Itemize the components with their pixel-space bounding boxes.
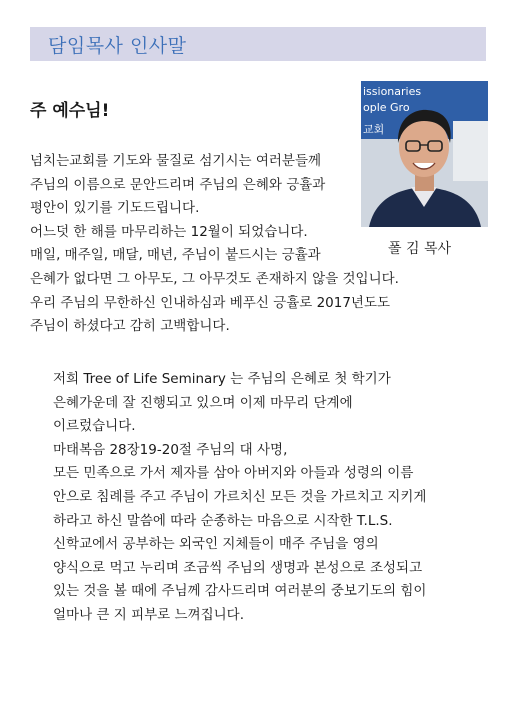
paragraph-line: 마태복음 28장19-20절 주님의 대 사명, [53,441,288,458]
paragraph-line: 있는 것을 볼 때에 주님께 감사드리며 여러분의 중보기도의 힘이 [53,583,427,600]
photo-caption: 폴 김 목사 [388,241,451,257]
banner-text-3: 교회 [363,123,385,136]
paragraph-line: 모든 민족으로 가서 제자를 삼아 아버지와 아들과 성령의 이름 [53,465,414,482]
paragraph-line: 신학교에서 공부하는 외국인 지체들이 매주 주님을 영의 [53,536,379,553]
banner-text-1: issionaries [363,85,422,98]
paragraph-line: 넘치는교회를 기도와 물질로 섬기시는 여러분들께 [30,153,322,169]
paragraph-line: 양식으로 먹고 누리며 조금씩 주님의 생명과 본성으로 조성되고 [53,559,423,576]
paragraph-line: 주님이 하셨다고 감히 고백합니다. [30,318,230,335]
banner-text-2: ople Gro [363,101,410,114]
greeting-paragraph [30,150,399,339]
paragraph-line: 평안이 있기를 기도드립니다. [30,200,200,217]
paragraph-line: 은혜가 없다면 그 아무도, 그 아무것도 존재하지 않을 것입니다. [30,270,399,287]
paragraph-line: 우리 주님의 무한하신 인내하심과 베푸신 긍휼로 2017년도도 [30,294,391,311]
seminary-paragraph [53,368,426,628]
greeting-heading: 주 예수님! [30,101,110,121]
paragraph-line: 주님의 이름으로 문안드리며 주님의 은혜와 긍휼과 [30,176,326,193]
paragraph-line: 저희 Tree of Life Seminary 는 주님의 은혜로 첫 학기가 [53,371,391,387]
paragraph-line: 어느덧 한 해를 마무리하는 12월이 되었습니다. [30,223,308,240]
section-title-bar [30,27,486,61]
page-title: 담임목사 인사말 [48,34,187,57]
paragraph-line: 얼마나 큰 지 피부로 느껴집니다. [53,606,244,623]
paragraph-line: 안으로 침례를 주고 주님이 가르치신 모든 것을 가르치고 지키게 [53,488,427,505]
paragraph-line: 매일, 매주일, 매달, 매년, 주님이 붙드시는 긍휼과 [30,247,321,264]
paragraph-line: 은혜가운데 잘 진행되고 있으며 이제 마무리 단계에 [53,394,353,411]
paragraph-line: 하라고 하신 말씀에 따라 순종하는 마음으로 시작한 T.L.S. [53,512,393,529]
paragraph-line: 이르렀습니다. [53,418,136,435]
